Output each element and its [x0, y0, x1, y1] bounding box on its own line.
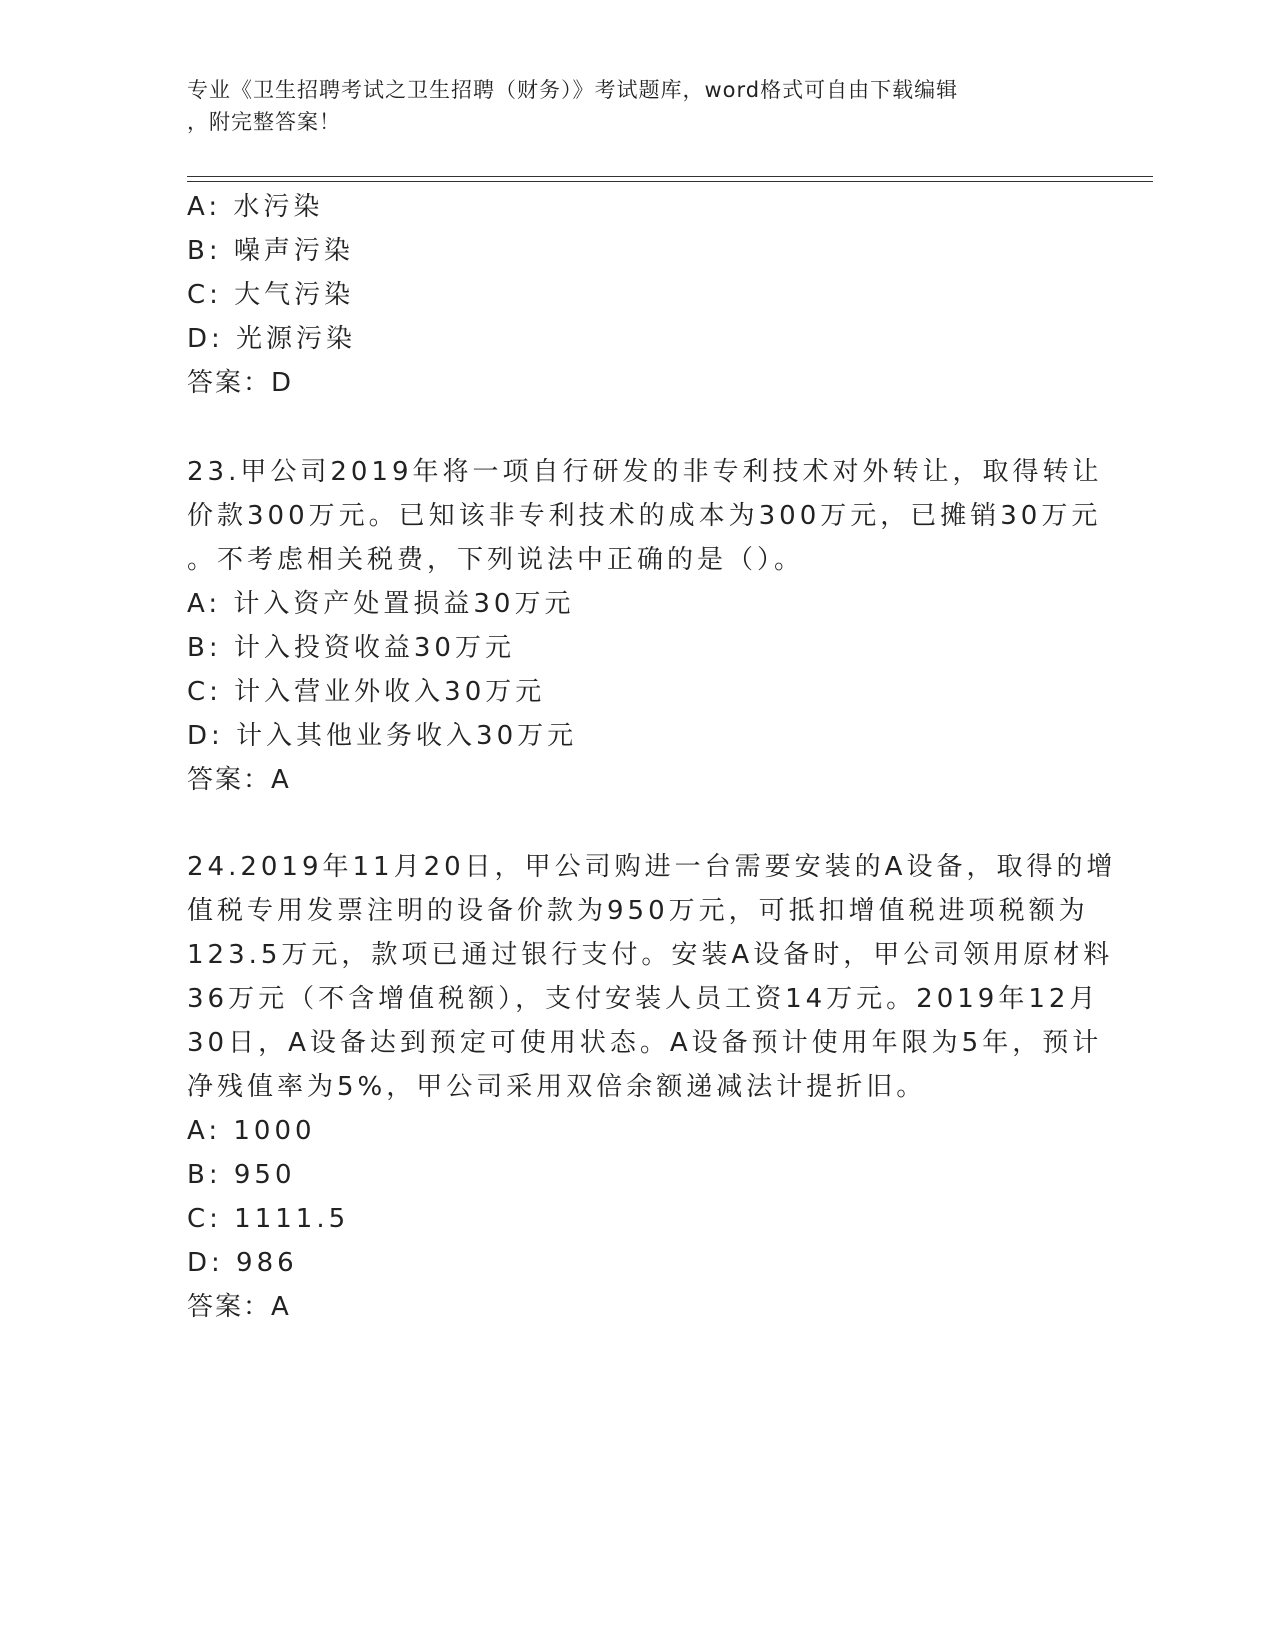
- q24-option-d: D: 986: [187, 1248, 298, 1278]
- q23-stem-line-2: 价款300万元。已知该非专利技术的成本为300万元，已摊销30万元: [187, 501, 1102, 531]
- header-line-1: 专业《卫生招聘考试之卫生招聘（财务）》考试题库，word格式可自由下载编辑: [187, 78, 959, 102]
- q24-stem-line-3: 123.5万元，款项已通过银行支付。安装A设备时，甲公司领用原材料: [187, 940, 1114, 970]
- q23-option-b: B: 计入投资收益30万元: [187, 633, 515, 663]
- q22-option-d: D: 光源污染: [187, 324, 357, 354]
- q23-stem-line-3: 。不考虑相关税费，下列说法中正确的是（）。: [187, 545, 805, 575]
- q22-option-a: A: 水污染: [187, 192, 324, 222]
- header-divider-bottom: [187, 181, 1153, 182]
- q24-option-c: C: 1111.5: [187, 1204, 350, 1234]
- q24-stem-line-2: 值税专用发票注明的设备价款为950万元，可抵扣增值税进项税额为: [187, 896, 1089, 926]
- header-line-2: ，附完整答案！: [187, 110, 341, 134]
- header-divider-top: [187, 176, 1153, 177]
- q23-option-a: A: 计入资产处置损益30万元: [187, 589, 575, 619]
- q24-stem-line-1: 24.2019年11月20日，甲公司购进一台需要安装的A设备，取得的增: [187, 852, 1117, 882]
- q22-answer: 答案：D: [187, 368, 294, 398]
- q24-stem-line-6: 净残值率为5%，甲公司采用双倍余额递减法计提折旧。: [187, 1072, 927, 1102]
- q23-option-c: C: 计入营业外收入30万元: [187, 677, 546, 707]
- document-header: [187, 74, 1067, 138]
- q24-stem-line-4: 36万元（不含增值税额），支付安装人员工资14万元。2019年12月: [187, 984, 1100, 1014]
- q22-option-c: C: 大气污染: [187, 280, 355, 310]
- q24-option-b: B: 950: [187, 1160, 296, 1190]
- q24-stem-line-5: 30日，A设备达到预定可使用状态。A设备预计使用年限为5年，预计: [187, 1028, 1103, 1058]
- q24-option-a: A: 1000: [187, 1116, 316, 1146]
- q23-stem-line-1: 23.甲公司2019年将一项自行研发的非专利技术对外转让，取得转让: [187, 457, 1103, 487]
- q24-answer: 答案：A: [187, 1292, 291, 1322]
- q23-option-d: D: 计入其他业务收入30万元: [187, 721, 578, 751]
- q23-answer: 答案：A: [187, 765, 291, 795]
- q22-option-b: B: 噪声污染: [187, 236, 354, 266]
